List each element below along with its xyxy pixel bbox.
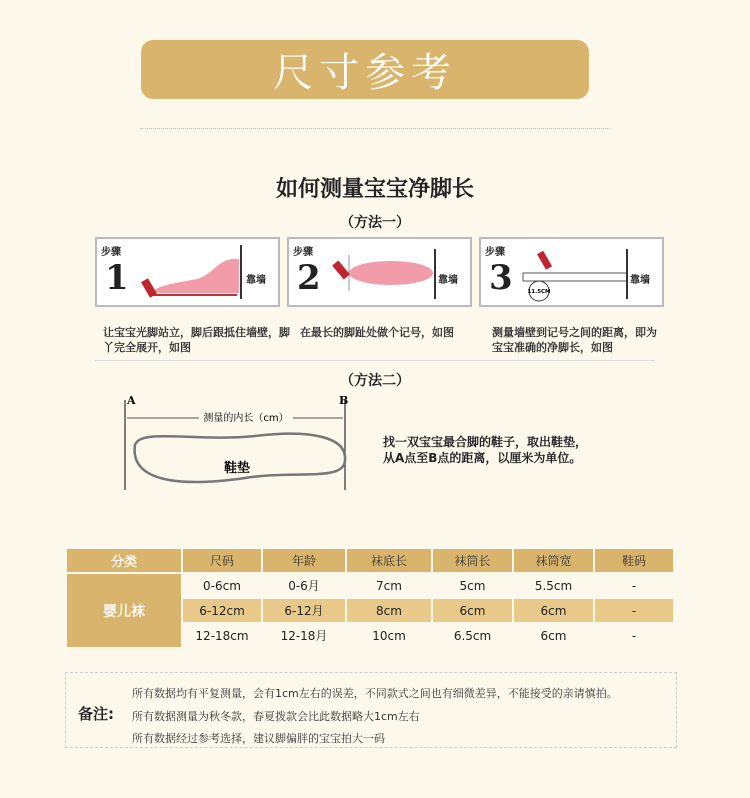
cell-size: 12-18cm xyxy=(195,628,249,643)
title-banner xyxy=(141,40,589,99)
foot-standing-illustration xyxy=(137,245,247,303)
cell-age: 0-6月 xyxy=(288,579,320,593)
note-line-1: 所有数据均有平复测量，会有1cm左右的误差，不同款式之间也有细微差异，不能接受的亲请慎拍。 xyxy=(132,687,618,700)
header-sole-length: 袜底长 xyxy=(347,549,431,572)
ruler-mark-label: 11.5CM xyxy=(527,289,551,295)
point-a-label: A xyxy=(127,394,136,407)
cell-sole-length: 8cm xyxy=(347,599,431,622)
note-line-3: 所有数据经过参考选择，建议脚偏胖的宝宝拍大一码 xyxy=(132,732,385,745)
cell-tube-width: 5.5cm xyxy=(534,578,573,593)
method-two-label: （方法二） xyxy=(340,373,410,389)
page-heading: 如何测量宝宝净脚长 xyxy=(275,177,474,202)
size-table-header xyxy=(67,549,673,572)
method-one-label: （方法一） xyxy=(340,215,410,231)
point-b-label: B xyxy=(339,394,349,407)
insole-illustration xyxy=(105,390,365,500)
cell-sole-length: 7cm xyxy=(376,578,402,593)
step-2-caption: 在最长的脚趾处做个记号，如图 xyxy=(300,326,454,339)
step-1-caption: 让宝宝光脚站立，脚后跟抵住墙壁，脚丫完全展开，如图 xyxy=(103,326,290,354)
divider xyxy=(140,128,610,129)
size-table xyxy=(65,547,675,649)
wall-label: 靠墙 xyxy=(630,275,650,286)
section-divider xyxy=(95,360,655,361)
cell-size: 6-12cm xyxy=(183,599,261,622)
step-3-caption: 测量墙壁到记号之间的距离，即为宝宝准确的净脚长，如图 xyxy=(492,326,657,354)
cell-tube-width: 6cm xyxy=(514,599,593,622)
cell-shoe-size: - xyxy=(631,628,637,643)
step-tag: 步骤 xyxy=(101,247,121,258)
header-shoe-size: 鞋码 xyxy=(595,549,673,572)
cell-shoe-size: - xyxy=(595,599,673,622)
table-row xyxy=(67,574,673,597)
measure-label: 测量的内长（cm） xyxy=(203,413,289,424)
header-size: 尺码 xyxy=(183,549,261,572)
cell-age: 12-18月 xyxy=(280,629,328,643)
wall-label: 靠墙 xyxy=(246,275,266,286)
step-3-panel xyxy=(479,237,664,307)
ruler-illustration xyxy=(521,245,631,303)
cell-shoe-size: - xyxy=(631,578,637,593)
step-tag: 步骤 xyxy=(485,247,505,258)
cell-tube-length: 6.5cm xyxy=(453,628,492,643)
foot-top-illustration xyxy=(329,245,439,303)
category-cell: 婴儿袜 xyxy=(67,574,181,647)
step-number: 1 xyxy=(105,258,129,298)
note-line-2: 所有数据测量为秋冬款，春夏拨款会比此数据略大1cm左右 xyxy=(132,710,420,723)
notes-label: 备注: xyxy=(78,705,114,723)
wall-label: 靠墙 xyxy=(438,275,458,286)
cell-tube-length: 5cm xyxy=(459,578,486,593)
cell-size: 0-6cm xyxy=(203,578,241,593)
step-number: 2 xyxy=(297,258,321,298)
header-tube-width: 袜筒宽 xyxy=(514,549,593,572)
cell-age: 6-12月 xyxy=(263,599,345,622)
header-category: 分类 xyxy=(67,549,181,572)
banner-title: 尺寸参考 xyxy=(273,50,457,96)
cell-tube-length: 6cm xyxy=(433,599,512,622)
insole-label: 鞋垫 xyxy=(223,461,251,476)
header-age: 年龄 xyxy=(263,549,345,572)
header-tube-length: 袜筒长 xyxy=(433,549,512,572)
step-number: 3 xyxy=(489,258,513,298)
cell-sole-length: 10cm xyxy=(372,628,406,643)
notes-box xyxy=(65,672,677,748)
step-tag: 步骤 xyxy=(293,247,313,258)
step-2-panel xyxy=(287,237,472,307)
method-two-line-1: 找一双宝宝最合脚的鞋子，取出鞋垫， xyxy=(383,435,588,449)
method-two-line-2: 从A点至B点的距离，以厘米为单位。 xyxy=(383,451,582,465)
method-two-description xyxy=(383,434,587,466)
step-1-panel xyxy=(95,237,280,307)
cell-tube-width: 6cm xyxy=(540,628,567,643)
